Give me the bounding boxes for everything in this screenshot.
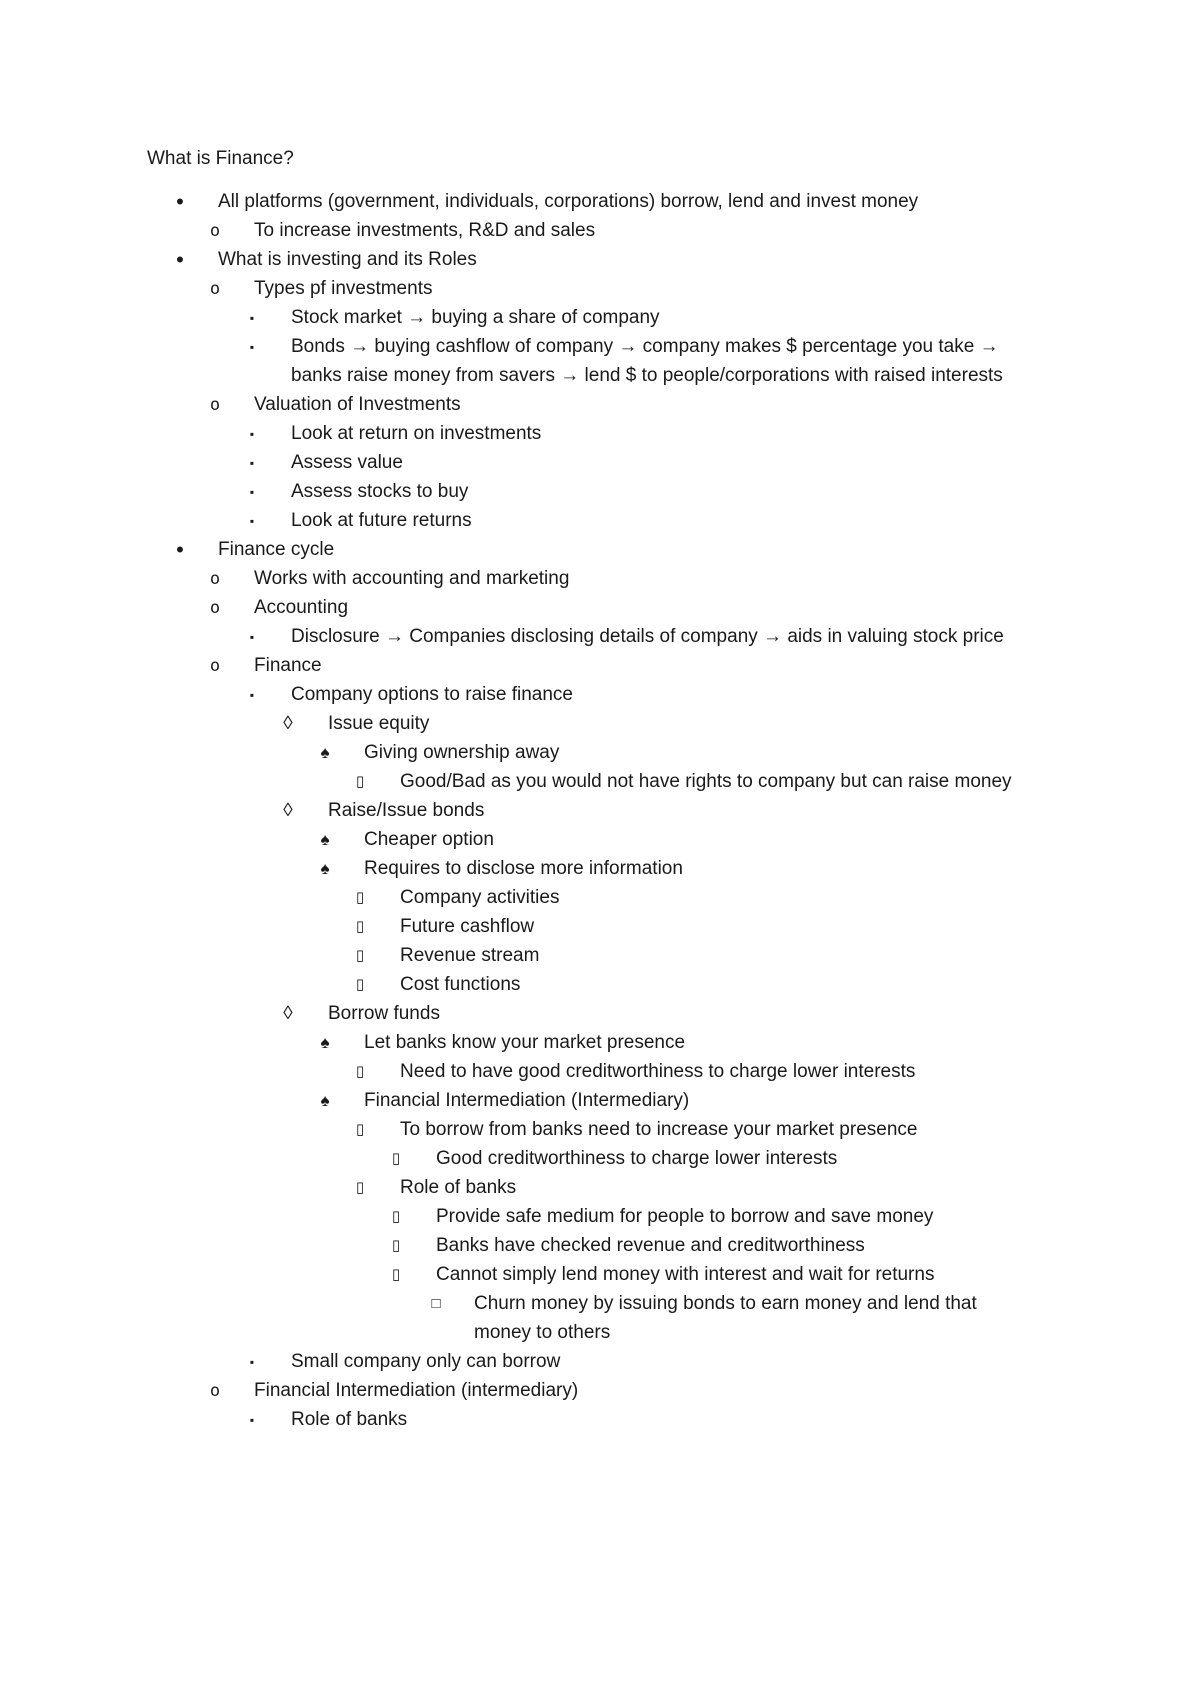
bullet-box-icon: ▯ — [355, 1121, 365, 1138]
bullet-square-icon: ▪ — [249, 485, 255, 499]
list-item-text: Look at future returns — [291, 510, 472, 531]
bullet-circle-icon: o — [209, 279, 221, 299]
bullet-disc-icon: • — [176, 537, 184, 562]
list-item-text: Churn money by issuing bonds to earn money and lend that — [474, 1293, 977, 1314]
bullet-spade-icon: ♠ — [320, 743, 330, 762]
list-item-text: Future cashflow — [400, 916, 535, 937]
bullet-box-icon: ▯ — [355, 918, 365, 935]
list-item-text: Raise/Issue bonds — [328, 800, 485, 821]
list-item-text: Requires to disclose more information — [364, 858, 683, 879]
list-item-text: Assess stocks to buy — [291, 481, 469, 502]
list-item-text: Cheaper option — [364, 829, 494, 850]
list-item-text: Financial Intermediation (Intermediary) — [364, 1090, 690, 1111]
list-item-text: Company activities — [400, 887, 560, 908]
list-item-text: Role of banks — [291, 1409, 408, 1430]
bullet-box-icon: ▯ — [355, 976, 365, 993]
list-item-text: Works with accounting and marketing — [254, 568, 570, 589]
bullet-box-icon: ▯ — [355, 889, 365, 906]
list-item-text: Cannot simply lend money with interest and wait for returns — [436, 1264, 935, 1285]
bullet-square-icon: ▪ — [249, 1413, 255, 1427]
bullet-box-icon: ▯ — [391, 1208, 401, 1225]
bullet-open-square-icon: □ — [431, 1295, 441, 1312]
list-item-text: All platforms (government, individuals, corporations) borrow, lend and invest money — [218, 191, 919, 212]
bullet-spade-icon: ♠ — [320, 830, 330, 849]
list-item-text: Revenue stream — [400, 945, 540, 966]
bullet-spade-icon: ♠ — [320, 1033, 330, 1052]
list-item-text: Look at return on investments — [291, 423, 542, 444]
bullet-spade-icon: ♠ — [320, 1091, 330, 1110]
list-item-text: banks raise money from savers → lend $ to people/corporations with raised interests — [291, 365, 1003, 386]
list-item-text: Financial Intermediation (intermediary) — [254, 1380, 579, 1401]
bullet-circle-icon: o — [209, 395, 221, 415]
list-item-text: Types pf investments — [254, 278, 433, 299]
bullet-square-icon: ▪ — [249, 630, 255, 644]
bullet-circle-icon: o — [209, 656, 221, 676]
list-item-text: money to others — [474, 1322, 611, 1343]
bullet-square-icon: ▪ — [249, 688, 255, 702]
bullet-square-icon: ▪ — [249, 456, 255, 470]
list-item-text: Assess value — [291, 452, 403, 473]
bullet-diamond-icon: ◊ — [283, 1003, 293, 1024]
bullet-box-icon: ▯ — [355, 1063, 365, 1080]
bullet-disc-icon: • — [176, 247, 184, 272]
bullet-box-icon: ▯ — [355, 773, 365, 790]
bullet-box-icon: ▯ — [355, 1179, 365, 1196]
list-item-text: Valuation of Investments — [254, 394, 461, 415]
list-item-text: Company options to raise finance — [291, 684, 573, 705]
bullet-disc-icon: • — [176, 189, 184, 214]
list-item-text: Stock market → buying a share of company — [291, 307, 660, 328]
bullet-circle-icon: o — [209, 221, 221, 241]
list-item-text: Bonds → buying cashflow of company → company makes $ percentage you take → — [291, 336, 999, 357]
list-item-text: Need to have good creditworthiness to charge lower interests — [400, 1061, 916, 1082]
bullet-circle-icon: o — [209, 569, 221, 589]
bullet-box-icon: ▯ — [391, 1150, 401, 1167]
bullet-box-icon: ▯ — [391, 1237, 401, 1254]
list-item-text: To increase investments, R&D and sales — [254, 220, 596, 241]
list-item-text: Borrow funds — [328, 1003, 440, 1024]
list-item-text: Finance — [254, 655, 322, 676]
bullet-circle-icon: o — [209, 1381, 221, 1401]
list-item-text: Let banks know your market presence — [364, 1032, 686, 1053]
bullet-square-icon: ▪ — [249, 311, 255, 325]
list-item-text: Cost functions — [400, 974, 521, 995]
list-item-text: Disclosure → Companies disclosing details of company → aids in valuing stock price — [291, 626, 1004, 647]
bullet-diamond-icon: ◊ — [283, 713, 293, 734]
document-title: What is Finance? — [147, 148, 294, 169]
list-item-text: Accounting — [254, 597, 349, 618]
list-item-text: Good creditworthiness to charge lower interests — [436, 1148, 838, 1169]
list-item-text: Role of banks — [400, 1177, 517, 1198]
list-item-text: Giving ownership away — [364, 742, 560, 763]
bullet-circle-icon: o — [209, 598, 221, 618]
bullet-box-icon: ▯ — [355, 947, 365, 964]
list-item-text: What is investing and its Roles — [218, 249, 477, 270]
list-item-text: Finance cycle — [218, 539, 335, 560]
bullet-diamond-icon: ◊ — [283, 800, 293, 821]
bullet-square-icon: ▪ — [249, 427, 255, 441]
bullet-box-icon: ▯ — [391, 1266, 401, 1283]
bullet-square-icon: ▪ — [249, 514, 255, 528]
list-item-text: Small company only can borrow — [291, 1351, 561, 1372]
list-item-text: Good/Bad as you would not have rights to company but can raise money — [400, 771, 1012, 792]
bullet-spade-icon: ♠ — [320, 859, 330, 878]
list-item-text: Provide safe medium for people to borrow and save money — [436, 1206, 934, 1227]
list-item-text: Issue equity — [328, 713, 430, 734]
list-item-text: To borrow from banks need to increase your market presence — [400, 1119, 918, 1140]
bullet-square-icon: ▪ — [249, 340, 255, 354]
list-item-text: Banks have checked revenue and creditworthiness — [436, 1235, 865, 1256]
bullet-square-icon: ▪ — [249, 1355, 255, 1369]
